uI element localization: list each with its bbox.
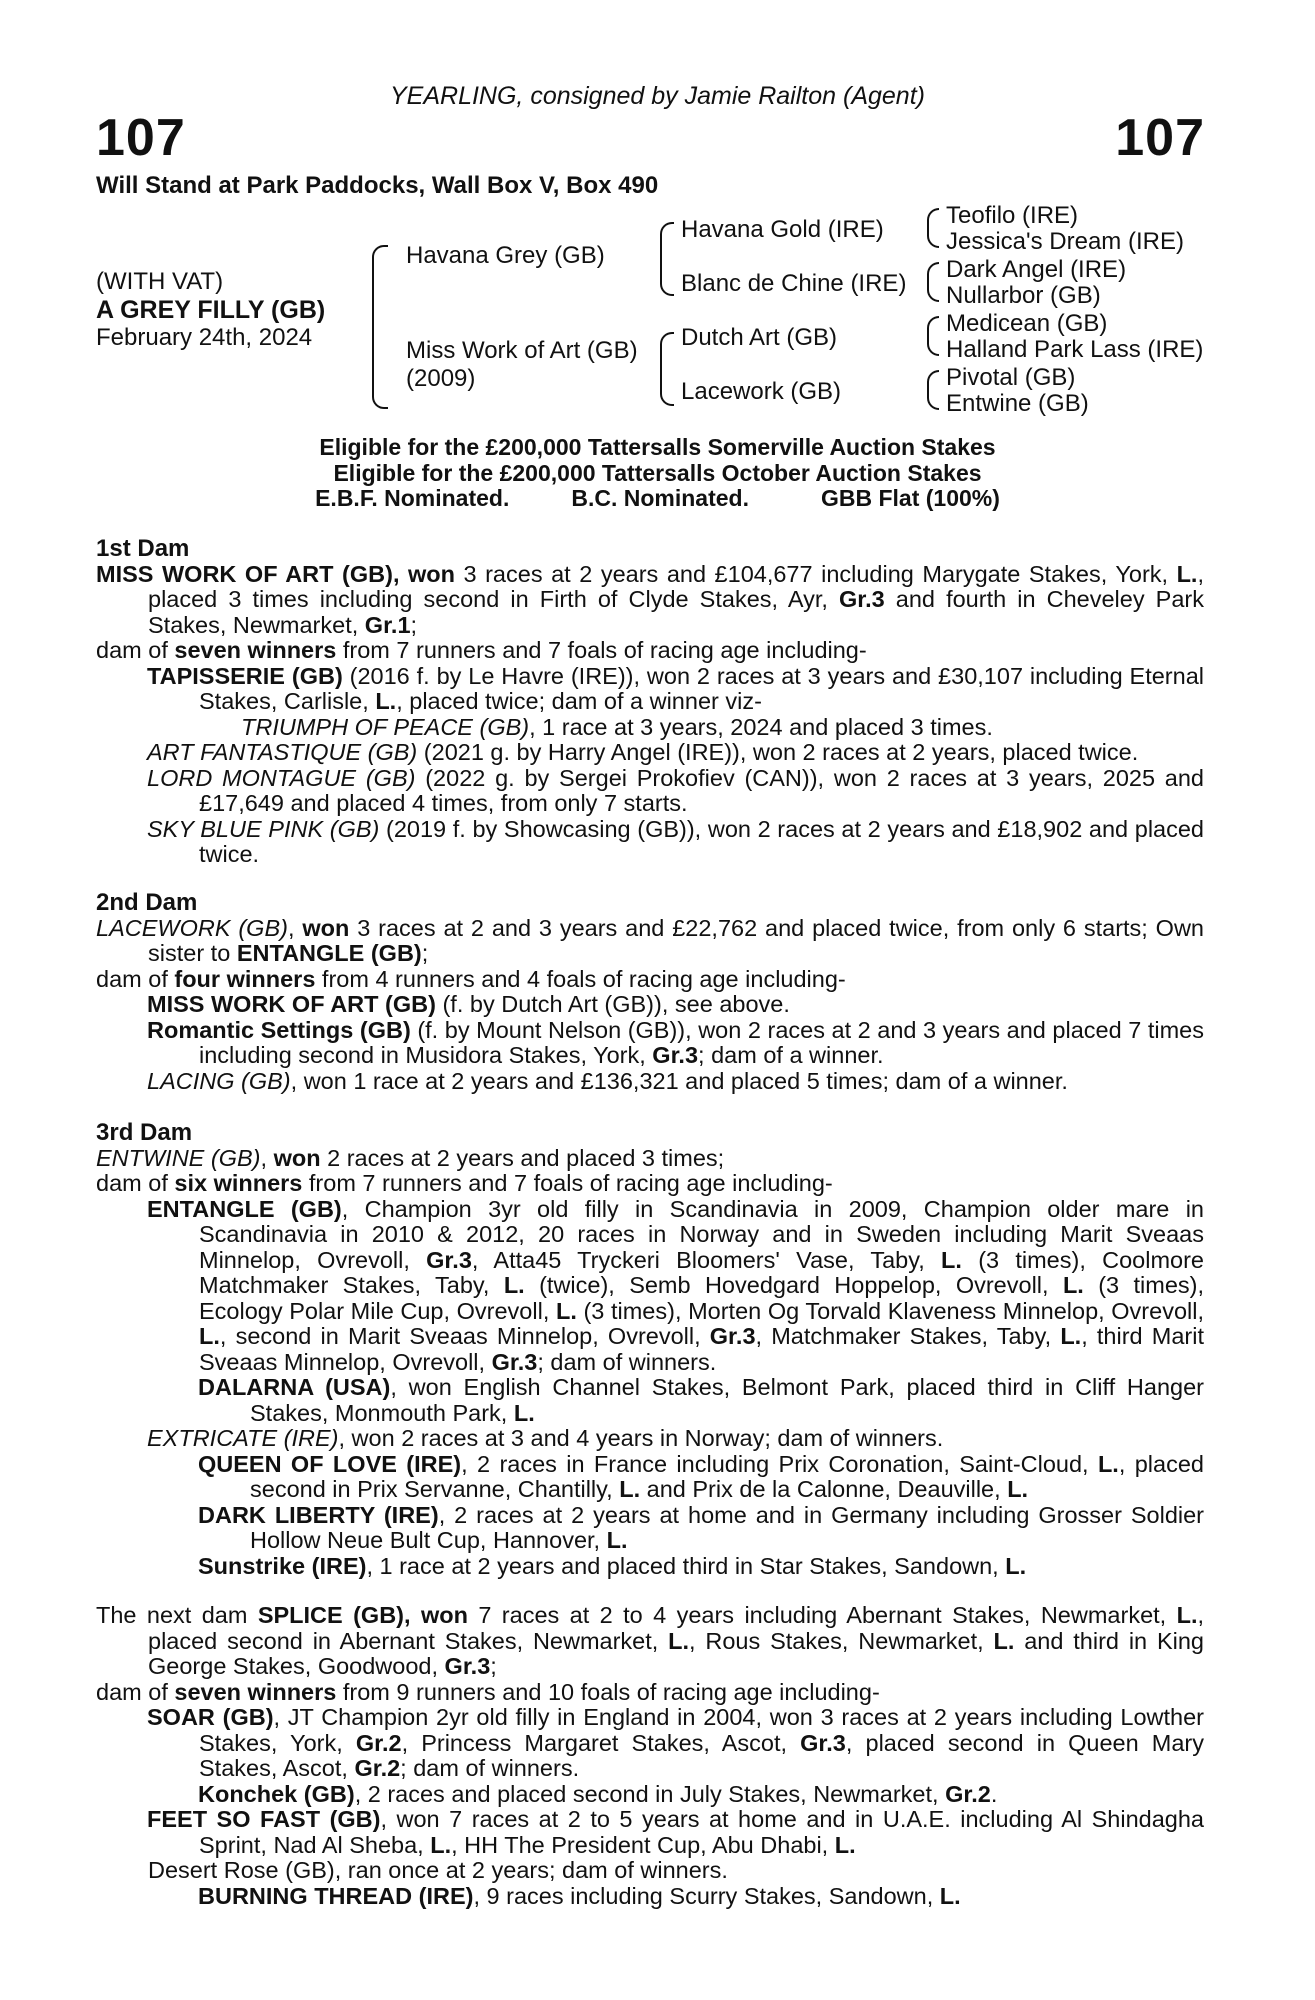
offspring-desert-rose: Desert Rose (GB), ran once at 2 years; dam of winners. <box>148 1857 728 1883</box>
gen4-6: Halland Park Lass (IRE) <box>946 336 1204 363</box>
third-dam-record: ENTWINE (GB), won 2 races at 2 years and placed 3 times; <box>96 1144 725 1171</box>
second-dam-section <box>96 890 1204 1094</box>
offspring-burning-thread: BURNING THREAD (IRE), 9 races including Scurry Stakes, Sandown, L. <box>198 1882 961 1909</box>
offspring-dalarna: DALARNA (USA), won English Channel Stakes, Belmont Park, placed third in Cliff Hanger Stakes, Monmouth Park, L. <box>198 1374 1204 1426</box>
gen3-2: Blanc de Chine (IRE) <box>681 270 907 297</box>
second-dam-record: LACEWORK (GB), won 3 races at 2 and 3 years and £22,762 and placed twice, from only 6 starts; Own sister to ENTANGLE (GB); <box>96 914 1204 966</box>
sire: Havana Grey (GB) <box>406 242 605 269</box>
stand-location: Will Stand at Park Paddocks, Wall Box V, Box 490 <box>96 172 659 199</box>
brace-gen3-2 <box>927 262 939 302</box>
offspring-miss-work-of-art: MISS WORK OF ART (GB) (f. by Dutch Art (GB)), see above. <box>147 991 790 1017</box>
eligibility-october: Eligible for the £200,000 Tattersalls October Auction Stakes <box>333 460 982 486</box>
subject-dob: February 24th, 2024 <box>96 324 313 351</box>
subject-name: A GREY FILLY (GB) <box>96 296 326 324</box>
lot-number-right: 107 <box>1115 109 1205 167</box>
gen3-4: Lacework (GB) <box>681 378 842 405</box>
brace-gen1 <box>372 245 388 409</box>
gen4-2: Jessica's Dream (IRE) <box>946 228 1184 255</box>
offspring-art-fantastique: ART FANTASTIQUE (GB) (2021 g. by Harry Angel (IRE)), won 2 races at 2 years, placed twice. <box>147 739 1139 765</box>
dam: Miss Work of Art (GB) <box>406 337 638 364</box>
first-dam-heading: 1st Dam <box>96 535 190 562</box>
gen4-1: Teofilo (IRE) <box>946 202 1079 229</box>
offspring-lord-montague: LORD MONTAGUE (GB) (2022 g. by Sergei Prokofiev (CAN)), won 2 races at 3 years, 2025 and £17,649 and placed 4 times, from only 7 starts. <box>147 764 1204 816</box>
gen3-3: Dutch Art (GB) <box>681 324 838 351</box>
gen3-1: Havana Gold (IRE) <box>681 216 884 243</box>
gen4-3: Dark Angel (IRE) <box>946 256 1127 283</box>
offspring-lacing: LACING (GB), won 1 race at 2 years and £136,321 and placed 5 times; dam of a winner. <box>147 1067 1068 1094</box>
third-dam-section <box>96 1120 1204 1579</box>
gen4-5: Medicean (GB) <box>946 310 1108 337</box>
next-dam-record: The next dam SPLICE (GB), won 7 races at 2 to 4 years including Abernant Stakes, Newmarket, L., placed second in Abernant Stakes, Newmarket, L., Rous Stakes, Newmarket, L. and third in King George Stakes, Goodwood, Gr.3; <box>96 1602 1205 1679</box>
third-dam-produce: dam of six winners from 7 runners and 7 foals of racing age including- <box>96 1170 833 1196</box>
offspring-romantic-settings: Romantic Settings (GB) (f. by Mount Nelson (GB)), won 2 races at 2 and 3 years and placed 7 times including second in Musidora Stakes, York, Gr.3; dam of a winner. <box>147 1016 1204 1068</box>
gen4-4: Nullarbor (GB) <box>946 282 1101 309</box>
offspring-extricate: EXTRICATE (IRE), won 2 races at 3 and 4 years in Norway; dam of winners. <box>147 1425 944 1451</box>
bc-nominated: B.C. Nominated. <box>571 485 749 511</box>
ebf-nominated: E.B.F. Nominated. <box>315 485 510 511</box>
gbb-flat: GBB Flat (100%) <box>820 485 1000 511</box>
brace-gen3-4 <box>927 370 939 410</box>
gen4-8: Entwine (GB) <box>946 390 1089 417</box>
eligibility-nominations <box>0 485 1315 511</box>
offspring-tapisserie: TAPISSERIE (GB) (2016 f. by Le Havre (IRE)), won 2 races at 3 years and £30,107 including Eternal Stakes, Carlisle, L., placed twice; dam of a winner viz- <box>147 662 1204 714</box>
gen4-7: Pivotal (GB) <box>946 364 1076 391</box>
brace-gen3-1 <box>927 208 939 248</box>
offspring-sunstrike: Sunstrike (IRE), 1 race at 2 years and placed third in Star Stakes, Sandown, L. <box>198 1552 1027 1579</box>
next-dam-section <box>96 1603 1204 1909</box>
vat-note: (WITH VAT) <box>96 268 224 295</box>
brace-gen2-sire <box>660 222 674 296</box>
second-dam-heading: 2nd Dam <box>96 889 198 916</box>
offspring-entangle: ENTANGLE (GB), Champion 3yr old filly in Scandinavia in 2009, Champion older mare in Scandinavia in 2010 & 2012, 20 races in Norway and in Sweden including Marit Sveaas Minnelop, Ovrevoll, Gr.3, Atta45 Tryckeri Bloomers' Vase, Taby, L. (3 times), Coolmore Matchmaker Stakes, Taby, L. (twice), Semb Hovedgard Hoppelop, Ovrevoll, L. (3 times), Ecology Polar Mile Cup, Ovrevoll, L. (3 times), Morten Og Torvald Klaveness Minnelop, Ovrevoll, L., second in Marit Sveaas Minnelop, Ovrevoll, Gr.3, Matchmaker Stakes, Taby, L., third Marit Sveaas Minnelop, Ovrevoll, Gr.3; dam of winners. <box>147 1195 1204 1375</box>
offspring-feet-so-fast: FEET SO FAST (GB), won 7 races at 2 to 5 years at home and in U.A.E. including Al Shindagha Sprint, Nad Al Sheba, L., HH The President Cup, Abu Dhabi, L. <box>147 1806 1204 1858</box>
third-dam-heading: 3rd Dam <box>96 1119 193 1146</box>
first-dam-record: MISS WORK OF ART (GB), won 3 races at 2 years and £104,677 including Marygate Stakes, York, L., placed 3 times including second in Firth of Clyde Stakes, Ayr, Gr.3 and fourth in Cheveley Park Stakes, Newmarket, Gr.1; <box>96 560 1204 638</box>
offspring-dark-liberty: DARK LIBERTY (IRE), 2 races at 2 years at home and in Germany including Grosser Soldier Hollow Neue Bult Cup, Hannover, L. <box>198 1501 1205 1553</box>
lot-number-left: 107 <box>96 109 186 167</box>
first-dam-produce: dam of seven winners from 7 runners and 7 foals of racing age including- <box>96 637 867 663</box>
offspring-konchek: Konchek (GB), 2 races and placed second in July Stakes, Newmarket, Gr.2. <box>198 1780 998 1807</box>
eligibility-somerville: Eligible for the £200,000 Tattersalls Somerville Auction Stakes <box>319 434 996 460</box>
offspring-soar: SOAR (GB), JT Champion 2yr old filly in England in 2004, won 3 races at 2 years including Lowther Stakes, York, Gr.2, Princess Margaret Stakes, Ascot, Gr.3, placed second in Queen Mary Stakes, Ascot, Gr.2; dam of winners. <box>147 1704 1204 1781</box>
second-dam-produce: dam of four winners from 4 runners and 4 foals of racing age including- <box>96 965 846 992</box>
dam-year: (2009) <box>406 365 476 392</box>
offspring-sky-blue-pink: SKY BLUE PINK (GB) (2019 f. by Showcasing (GB)), won 2 races at 2 years and £18,902 and placed twice. <box>147 815 1204 867</box>
brace-gen2-dam <box>660 332 674 406</box>
next-dam-produce: dam of seven winners from 9 runners and 10 foals of racing age including- <box>96 1678 880 1705</box>
offspring-queen-of-love: QUEEN OF LOVE (IRE), 2 races in France including Prix Coronation, Saint-Cloud, L., placed second in Prix Servanne, Chantilly, L. and Prix de la Calonne, Deauville, L. <box>198 1450 1204 1502</box>
brace-gen3-3 <box>927 316 939 356</box>
first-dam-section <box>96 536 1204 868</box>
offspring-triumph-of-peace: TRIUMPH OF PEACE (GB), 1 race at 3 years, 2024 and placed 3 times. <box>241 713 993 740</box>
consignment-line: YEARLING, consigned by Jamie Railton (Agent) <box>390 82 925 110</box>
